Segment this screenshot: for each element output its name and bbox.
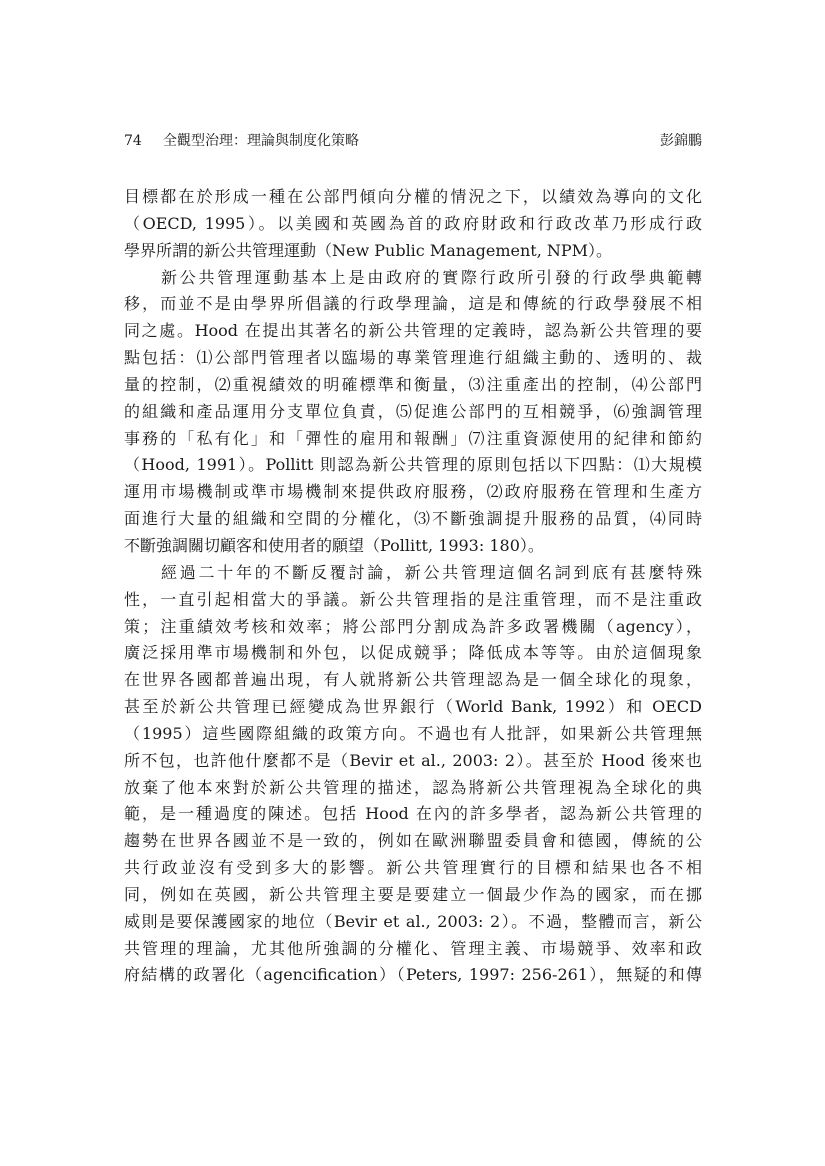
text-line: 策；注重績效考核和效率；將公部門分割成為許多政署機關（agency）， xyxy=(124,616,702,636)
text-line: （1995）這些國際組織的政策方向。不過也有人批評，如果新公共管理無 xyxy=(124,723,702,743)
text-line: 移，而並不是由學界所倡議的行政學理論，這是和傳統的行政學發展不相 xyxy=(124,294,702,314)
text-line: 共行政並沒有受到多大的影響。新公共管理實行的目標和結果也各不相 xyxy=(124,858,702,878)
text-line: 威則是要保護國家的地位（Bevir et al., 2003: 2）。不過，整體而言，新公 xyxy=(124,911,702,931)
text-line: 同之處。Hood 在提出其著名的新公共管理的定義時，認為新公共管理的要 xyxy=(124,321,702,341)
text-line: 目標都在於形成一種在公部門傾向分權的情況之下，以績效為導向的文化 xyxy=(124,187,702,206)
paragraph-1 xyxy=(124,184,702,265)
text-line: （OECD, 1995）。以美國和英國為首的政府財政和行政改革乃形成行政 xyxy=(124,213,702,233)
book-title: 全觀型治理：理論與制度化策略 xyxy=(163,133,359,149)
body-text xyxy=(124,184,702,989)
text-line: 量的控制，⑵重視績效的明確標準和衡量，⑶注重產出的控制，⑷公部門 xyxy=(124,374,702,394)
text-line: 經過二十年的不斷反覆討論，新公共管理這個名詞到底有甚麼特殊 xyxy=(161,562,702,582)
text-line: 面進行大量的組織和空間的分權化，⑶不斷強調提升服務的品質，⑷同時 xyxy=(124,509,702,529)
paragraph-2 xyxy=(124,265,702,560)
text-line: 新公共管理運動基本上是由政府的實際行政所引發的行政學典範轉 xyxy=(161,267,702,287)
text-line: 所不包，也許他什麼都不是（Bevir et al., 2003: 2）。甚至於 Hood 後來也 xyxy=(124,750,702,770)
text-line: 趨勢在世界各國並不是一致的，例如在歐洲聯盟委員會和德國，傳統的公 xyxy=(124,831,702,851)
page-number: 74 xyxy=(124,133,142,149)
text-line: 不斷強調關切顧客和使用者的願望（Pollitt, 1993: 180）。 xyxy=(124,535,544,555)
text-line: 學界所謂的新公共管理運動（New Public Management, NPM）。 xyxy=(124,240,613,260)
text-line: 甚至於新公共管理已經變成為世界銀行（World Bank, 1992）和 OECD xyxy=(124,697,702,717)
author-name: 彭錦鵬 xyxy=(660,133,702,149)
text-line: 事務的「私有化」和「彈性的雇用和報酬」⑺注重資源使用的紀律和節約 xyxy=(124,428,702,448)
text-line: 的組織和產品運用分支單位負責，⑸促進公部門的互相競爭，⑹強調管理 xyxy=(124,401,702,421)
text-line: 點包括：⑴公部門管理者以臨場的專業管理進行組織主動的、透明的、裁 xyxy=(124,348,702,368)
text-line: 放棄了他本來對於新公共管理的描述，認為將新公共管理視為全球化的典 xyxy=(124,777,702,797)
text-line: 運用市場機制或準市場機制來提供政府服務，⑵政府服務在管理和生產方 xyxy=(124,482,702,502)
running-header xyxy=(124,131,702,151)
text-line: （Hood, 1991）。Pollitt 則認為新公共管理的原則包括以下四點：⑴大規模 xyxy=(124,455,702,475)
paragraph-3 xyxy=(124,560,702,990)
text-line: 在世界各國都普遍出現，有人就將新公共管理認為是一個全球化的現象， xyxy=(124,670,702,690)
text-line: 共管理的理論，尤其他所強調的分權化、管理主義、市場競爭、效率和政 xyxy=(124,938,702,958)
text-line: 性，一直引起相當大的爭議。新公共管理指的是注重管理，而不是注重政 xyxy=(124,589,702,609)
text-line: 範，是一種過度的陳述。包括 Hood 在內的許多學者，認為新公共管理的 xyxy=(124,804,702,824)
text-line: 廣泛採用準市場機制和外包，以促成競爭；降低成本等等。由於這個現象 xyxy=(124,643,702,663)
text-line: 同，例如在英國，新公共管理主要是要建立一個最少作為的國家，而在挪 xyxy=(124,884,702,904)
text-line: 府結構的政署化（agencification）（Peters, 1997: 256-261），無疑的和傳 xyxy=(124,965,702,985)
